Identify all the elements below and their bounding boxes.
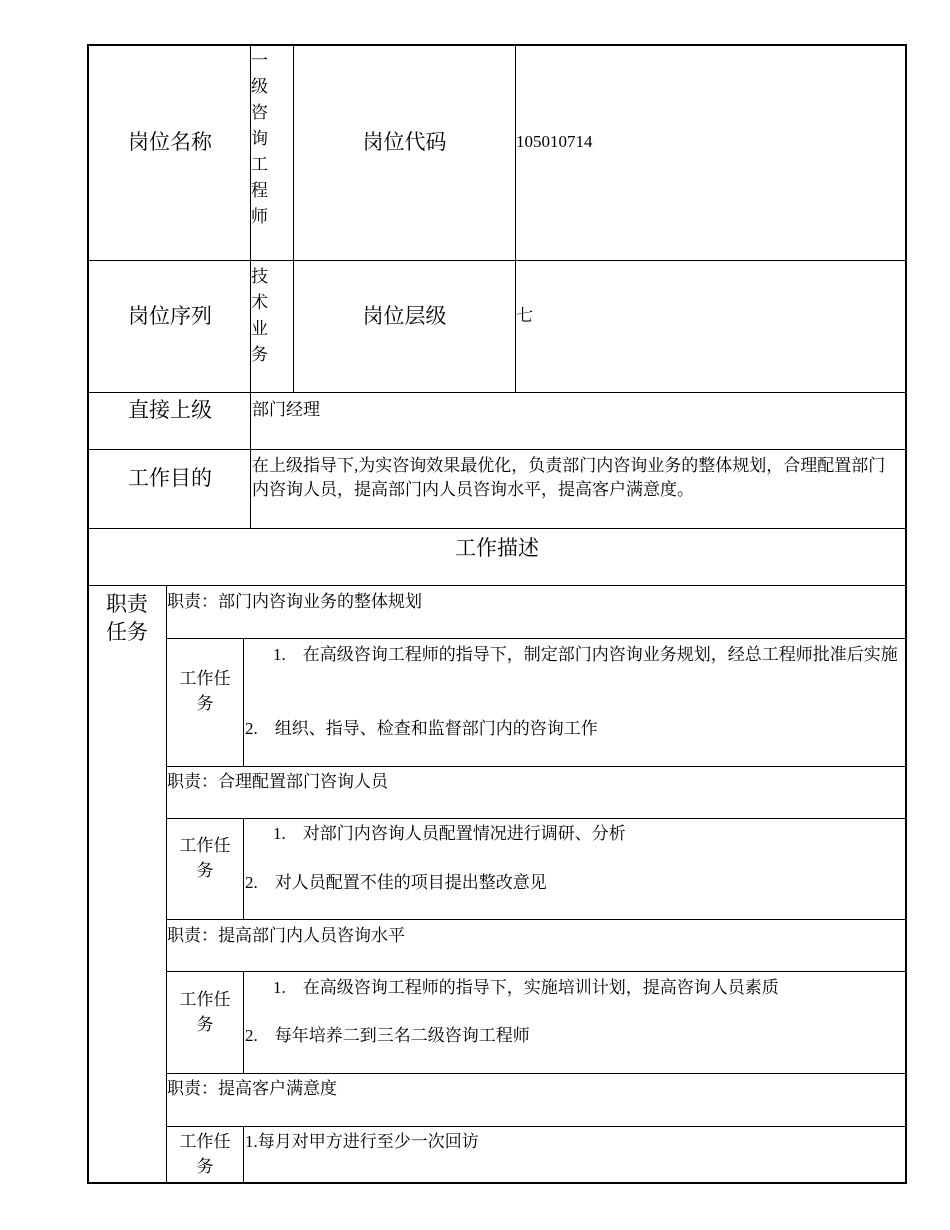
post-code-value: 105010714 [516,132,593,151]
task-label: 工作任务 [179,1132,231,1176]
row-divider [88,449,906,450]
post-code-label: 岗位代码 [362,130,447,154]
post-series-label: 岗位序列 [128,304,212,328]
purpose-label: 工作目的 [128,466,212,490]
duty-title: 职责：合理配置部门咨询人员 [167,772,388,791]
task-item: 2. 对人员配置不佳的项目提出整改意见 [245,873,547,892]
task-item: 1.每月对甲方进行至少一次回访 [245,1132,479,1151]
purpose-value: 在上级指导下,为实咨询效果最优化，负责部门内咨询业务的整体规划，合理配置部门内咨询人员，提高部门内人员咨询水平，提高客户满意度。 [252,456,886,499]
col-divider [243,638,244,766]
post-name-value: 一级咨询工程师 [251,51,268,226]
duty-title: 职责：提高客户满意度 [167,1079,337,1098]
description-title: 工作描述 [455,536,539,560]
row-divider [166,1126,906,1127]
col-divider [243,1126,244,1183]
task-label: 工作任务 [179,836,231,880]
row-divider [88,260,906,261]
task-label: 工作任务 [179,669,231,713]
row-divider [166,766,906,767]
post-level-value: 七 [516,306,533,325]
task-item: 1. 在高级咨询工程师的指导下，制定部门内咨询业务规划，经总工程师批准后实施 [273,645,898,664]
duty-label: 职责任务 [106,592,148,644]
row-divider [88,585,906,586]
col-divider [243,971,244,1073]
row-divider [166,818,906,819]
row-divider [166,1073,906,1074]
post-series-value: 技术业务 [251,267,268,364]
task-label: 工作任务 [179,990,231,1034]
duty-title: 职责：部门内咨询业务的整体规划 [167,592,422,611]
col-divider [293,45,294,392]
task-item: 1. 对部门内咨询人员配置情况进行调研、分析 [273,824,626,843]
post-level-label: 岗位层级 [362,304,447,328]
row-divider [166,971,906,972]
task-item: 1. 在高级咨询工程师的指导下，实施培训计划，提高咨询人员素质 [273,978,779,997]
duty-title: 职责：提高部门内人员咨询水平 [167,926,405,945]
supervisor-value: 部门经理 [252,400,320,419]
row-divider [166,919,906,920]
col-divider [243,818,244,919]
col-divider [515,45,516,392]
supervisor-label: 直接上级 [128,398,212,422]
row-divider [88,528,906,529]
task-item: 2. 组织、指导、检查和监督部门内的咨询工作 [245,719,598,738]
post-name-label: 岗位名称 [128,130,212,154]
row-divider [166,638,906,639]
row-divider [88,392,906,393]
task-item: 2. 每年培养二到三名二级咨询工程师 [245,1026,530,1045]
